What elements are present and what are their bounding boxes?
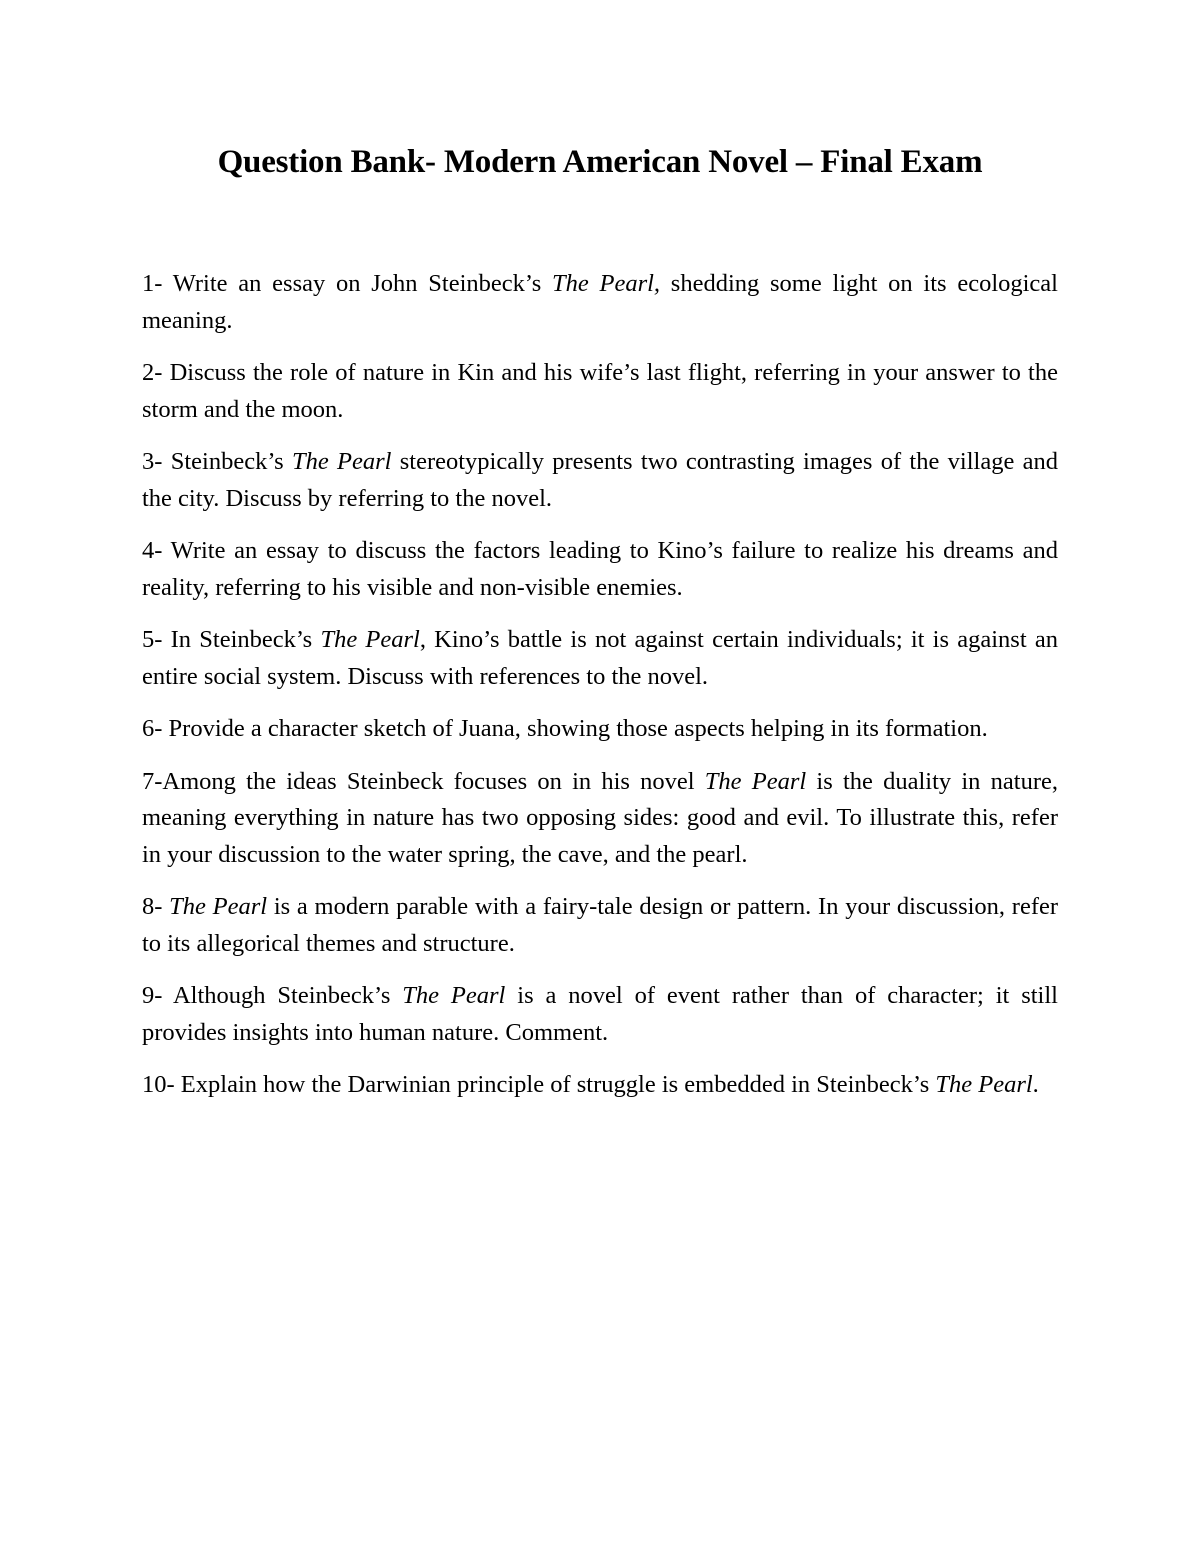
question-item (142, 1067, 1058, 1104)
question-item (142, 444, 1058, 517)
book-title: The Pearl (704, 767, 807, 795)
question-text: shedding some light on its ecological meaning. (142, 270, 1058, 334)
question-text: In Steinbeck’s (162, 626, 321, 653)
question-number: 2- (142, 359, 163, 386)
question-text: is a modern parable with a fairy-tale design or pattern. In your discussion, refer to its allegorical themes and structure. (142, 893, 1059, 957)
question-number: 3- (142, 448, 163, 475)
book-title: The Pearl (320, 626, 420, 653)
question-text: Write an essay on John Steinbeck’s (162, 270, 552, 297)
question-number: 10- (142, 1071, 175, 1098)
question-text: Explain how the Darwinian principle of struggle is embedded in Steinbeck’s (174, 1071, 936, 1098)
question-number: 9- (142, 982, 163, 1009)
question-text: Discuss the role of nature in Kin and his wife’s last flight, referring in your answer to the storm and the moon. (142, 359, 1058, 423)
question-number: 6- (142, 715, 163, 742)
question-text: Among the ideas Steinbeck focuses on in his novel (162, 767, 705, 795)
question-item (142, 266, 1058, 339)
question-item (142, 764, 1058, 874)
book-title: The Pearl (169, 893, 268, 920)
question-item (142, 622, 1058, 695)
question-list (142, 266, 1058, 1120)
question-text: . (1032, 1071, 1039, 1098)
page-title: Question Bank- Modern American Novel – Final Exam (217, 144, 983, 180)
question-text: is a novel of event rather than of character; it still provides insights into human nature. Comment. (142, 982, 1058, 1046)
book-title: The Pearl (291, 448, 392, 475)
question-text: Provide a character sketch of Juana, showing those aspects helping in its formation. (162, 715, 988, 742)
question-item (142, 978, 1058, 1051)
question-item (142, 355, 1058, 428)
question-text: is the duality in nature, meaning everything in nature has two opposing sides: good and evil. To illustrate this, refer in your discussion to the water spring, the cave, and the pearl. (142, 767, 1058, 868)
question-text: Steinbeck’s (162, 448, 292, 475)
question-number: 7- (142, 767, 163, 795)
question-number: 4- (142, 537, 163, 564)
book-title: The Pearl, (551, 270, 661, 297)
question-text: Although Steinbeck’s (162, 982, 403, 1009)
question-number: 5- (142, 626, 163, 653)
book-title: The Pearl (935, 1071, 1033, 1098)
question-text: Write an essay to discuss the factors leading to Kino’s failure to realize his dreams and reality, referring to his visible and non-visible enemies. (142, 537, 1058, 601)
question-item (142, 711, 1058, 748)
question-number: 1- (142, 270, 163, 297)
question-text: , Kino’s battle is not against certain individuals; it is against an entire social system. Discuss with references to the novel. (142, 626, 1058, 690)
question-number: 8- (142, 893, 163, 920)
question-item (142, 533, 1058, 606)
question-item (142, 889, 1058, 962)
question-text: stereotypically presents two contrasting images of the village and the city. Discuss by referring to the novel. (142, 448, 1058, 512)
book-title: The Pearl (402, 982, 506, 1009)
